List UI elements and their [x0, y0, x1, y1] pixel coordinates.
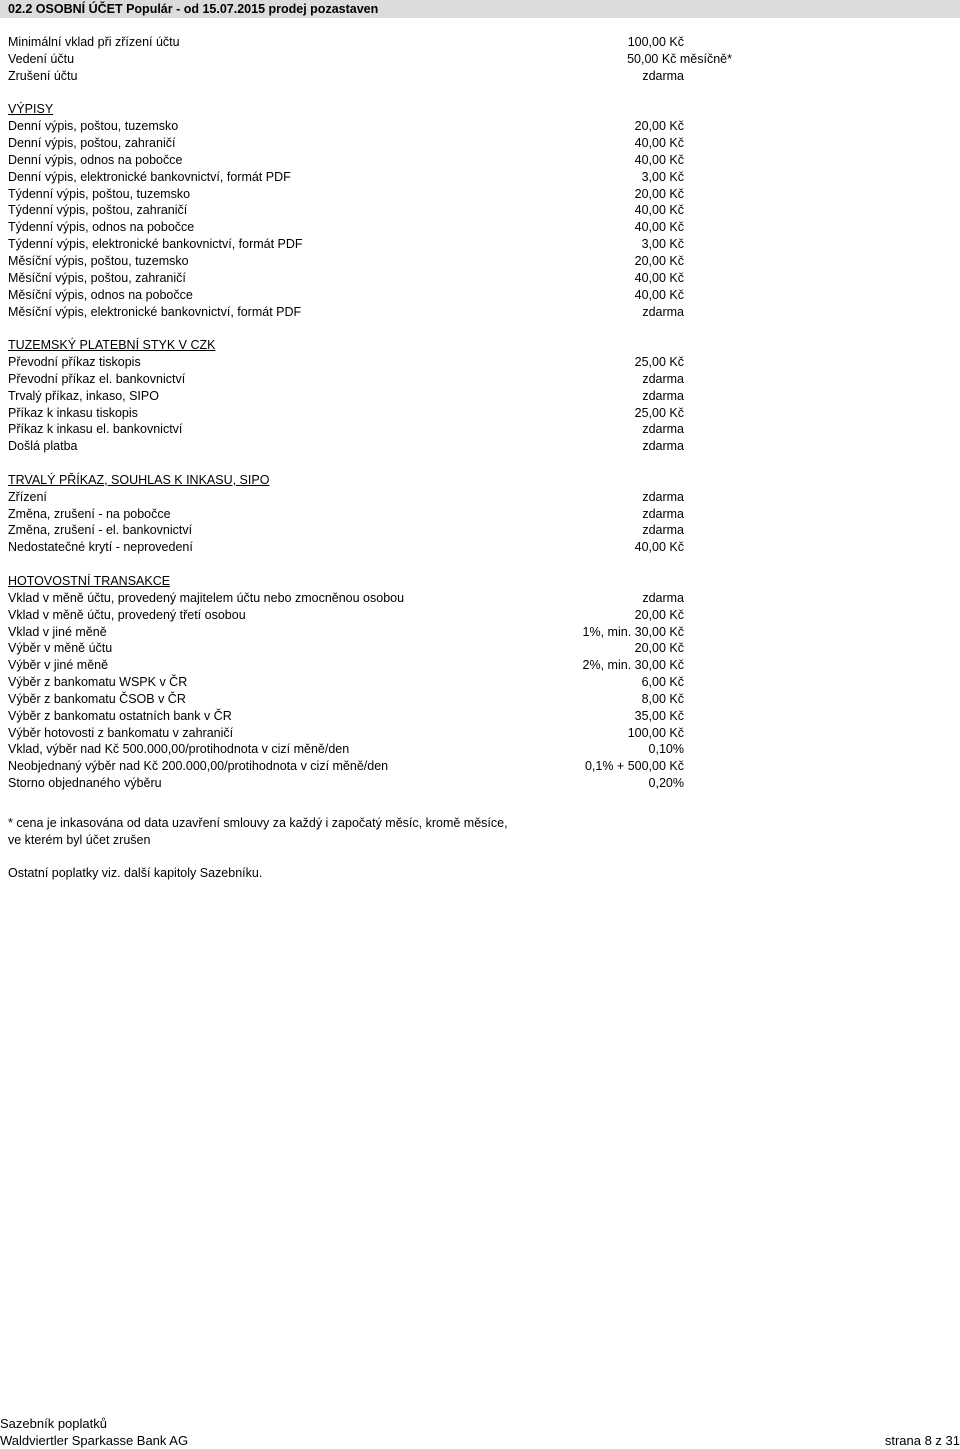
fee-row [8, 691, 960, 708]
fee-value: 25,00 Kč [634, 355, 684, 370]
general-fee-row [8, 34, 960, 51]
fee-value: 3,00 Kč [641, 169, 684, 184]
section-heading: TRVALÝ PŘÍKAZ, SOUHLAS K INKASU, SIPO [8, 472, 270, 487]
fee-label: Zrušení účtu [8, 68, 78, 83]
fee-row [8, 405, 960, 422]
fee-label: Došlá platba [8, 439, 78, 454]
fee-value: zdarma [642, 371, 684, 386]
fee-row [8, 674, 960, 691]
fee-label: Změna, zrušení - na pobočce [8, 506, 171, 521]
fee-label: Vedení účtu [8, 51, 75, 66]
footnote-line-2: ve kterém byl účet zrušen [8, 833, 151, 847]
fee-label: Nedostatečné krytí - neprovedení [8, 540, 193, 555]
fee-value: zdarma [642, 506, 684, 521]
fee-value: zdarma [642, 590, 684, 605]
fee-label: Storno objednaného výběru [8, 776, 162, 791]
section-spacer [8, 455, 960, 472]
general-fee-row [8, 51, 960, 68]
fee-value: 6,00 Kč [641, 675, 684, 690]
section-heading-row [8, 101, 960, 118]
fee-label: Výběr v měně účtu [8, 641, 113, 656]
fee-value: zdarma [642, 489, 684, 504]
fee-value: 100,00 Kč [627, 35, 684, 49]
fee-row [8, 118, 960, 135]
fee-label: Měsíční výpis, poštou, tuzemsko [8, 253, 189, 268]
fee-row [8, 775, 960, 792]
fee-value: 2%, min. 30,00 Kč [582, 658, 684, 673]
fee-row [8, 152, 960, 169]
fee-row [8, 607, 960, 624]
fee-row [8, 539, 960, 556]
section-spacer [8, 556, 960, 573]
fee-label: Vklad v jiné měně [8, 624, 107, 639]
fee-value: 8,00 Kč [641, 691, 684, 706]
footnote-line-1: * cena je inkasována od data uzavření smlouvy za každý i započatý měsíc, kromě měsíce, [8, 816, 508, 830]
fee-row [8, 236, 960, 253]
fee-value: 20,00 Kč [634, 607, 684, 622]
fee-label: Měsíční výpis, elektronické bankovnictví, formát PDF [8, 304, 302, 319]
fee-label: Trvalý příkaz, inkaso, SIPO [8, 388, 159, 403]
fee-value: 0,10% [648, 742, 684, 757]
fee-value: 20,00 Kč [634, 641, 684, 656]
fee-value: 20,00 Kč [634, 186, 684, 201]
fee-row [8, 522, 960, 539]
fee-row [8, 219, 960, 236]
fee-label: Výběr v jiné měně [8, 658, 109, 673]
fee-label: Týdenní výpis, elektronické bankovnictví, formát PDF [8, 237, 303, 252]
fee-label: Vklad v měně účtu, provedený majitelem účtu nebo zmocněnou osobou [8, 590, 405, 605]
other-fees-note: Ostatní poplatky viz. další kapitoly Sazebníku. [8, 866, 263, 880]
fee-value: zdarma [642, 422, 684, 437]
footer-page-number: strana 8 z 31 [884, 1433, 960, 1448]
fee-value: zdarma [642, 68, 684, 83]
section-spacer [8, 85, 960, 102]
fee-label: Minimální vklad při zřízení účtu [8, 35, 180, 49]
fee-value: zdarma [642, 523, 684, 538]
fee-label: Zřízení [8, 489, 47, 504]
fee-row [8, 287, 960, 304]
fee-value: 100,00 Kč [627, 725, 684, 740]
fee-label: Převodní příkaz el. bankovnictví [8, 371, 186, 386]
fee-label: Měsíční výpis, poštou, zahraničí [8, 270, 186, 285]
fee-row [8, 186, 960, 203]
fee-value: zdarma [642, 439, 684, 454]
fee-value: 20,00 Kč [634, 253, 684, 268]
section-heading-row [8, 337, 960, 354]
page-title: 02.2 OSOBNÍ ÚČET Populár - od 15.07.2015 prodej pozastaven [8, 2, 379, 16]
fee-value: 0,1% + 500,00 Kč [584, 759, 684, 774]
fee-row [8, 270, 960, 287]
section-heading-row [8, 472, 960, 489]
fee-row [8, 253, 960, 270]
section-heading: VÝPISY [8, 102, 54, 117]
section-heading: TUZEMSKÝ PLATEBNÍ STYK V CZK [8, 338, 216, 353]
fee-label: Vklad v měně účtu, provedený třetí osobou [8, 607, 246, 622]
fee-label: Týdenní výpis, odnos na pobočce [8, 220, 195, 235]
fee-value: 50,00 Kč měsíčně* [627, 51, 732, 66]
fee-label: Výběr hotovosti z bankomatu v zahraničí [8, 725, 234, 740]
fee-label: Výběr z bankomatu WSPK v ČR [8, 675, 188, 690]
fee-label: Denní výpis, odnos na pobočce [8, 152, 183, 167]
fee-label: Týdenní výpis, poštou, tuzemsko [8, 186, 191, 201]
fee-row [8, 725, 960, 742]
fee-value: 40,00 Kč [634, 136, 684, 151]
fee-label: Převodní příkaz tiskopis [8, 355, 141, 370]
fee-label: Výběr z bankomatu ostatních bank v ČR [8, 708, 232, 723]
fee-row [8, 421, 960, 438]
fee-value: 40,00 Kč [634, 203, 684, 218]
fee-row [8, 371, 960, 388]
fee-row [8, 354, 960, 371]
fee-row [8, 708, 960, 725]
fee-value: zdarma [642, 304, 684, 319]
fee-row [8, 169, 960, 186]
fee-value: 40,00 Kč [634, 220, 684, 235]
fee-label: Denní výpis, poštou, tuzemsko [8, 119, 179, 134]
fee-row [8, 506, 960, 523]
general-fee-row [8, 68, 960, 85]
fee-value: 40,00 Kč [634, 287, 684, 302]
fee-row [8, 135, 960, 152]
fee-label: Týdenní výpis, poštou, zahraničí [8, 203, 188, 218]
fee-label: Změna, zrušení - el. bankovnictví [8, 523, 193, 538]
fee-value: 25,00 Kč [634, 405, 684, 420]
fee-row [8, 438, 960, 455]
fee-label: Vklad, výběr nad Kč 500.000,00/protihodnota v cizí měně/den [8, 742, 350, 757]
fee-label: Příkaz k inkasu el. bankovnictví [8, 422, 183, 437]
fee-label: Měsíční výpis, odnos na pobočce [8, 287, 193, 302]
fee-value: 3,00 Kč [641, 237, 684, 252]
fee-label: Výběr z bankomatu ČSOB v ČR [8, 691, 186, 706]
section-heading-row [8, 573, 960, 590]
fee-label: Denní výpis, poštou, zahraničí [8, 136, 176, 151]
fee-value: 0,20% [648, 776, 684, 791]
fee-value: 40,00 Kč [634, 540, 684, 555]
fee-row [8, 590, 960, 607]
fee-label: Denní výpis, elektronické bankovnictví, formát PDF [8, 169, 291, 184]
fee-value: 40,00 Kč [634, 152, 684, 167]
fee-row [8, 624, 960, 641]
footer-doc-name: Sazebník poplatků [0, 1416, 107, 1431]
section-spacer [8, 320, 960, 337]
fee-value: 40,00 Kč [634, 270, 684, 285]
fee-label: Příkaz k inkasu tiskopis [8, 405, 138, 420]
fee-row [8, 741, 960, 758]
footer-bank-name: Waldviertler Sparkasse Bank AG [0, 1433, 189, 1448]
fee-row [8, 388, 960, 405]
title-bar [0, 0, 960, 18]
fee-table [8, 34, 960, 792]
fee-label: Neobjednaný výběr nad Kč 200.000,00/protihodnota v cizí měně/den [8, 759, 389, 774]
fee-row [8, 758, 960, 775]
fee-row [8, 640, 960, 657]
fee-value: 20,00 Kč [634, 119, 684, 134]
fee-value: 1%, min. 30,00 Kč [582, 624, 684, 639]
fee-value: 35,00 Kč [634, 708, 684, 723]
fee-row [8, 304, 960, 321]
section-heading: HOTOVOSTNÍ TRANSAKCE [8, 574, 171, 588]
fee-row [8, 489, 960, 506]
fee-row [8, 202, 960, 219]
fee-value: zdarma [642, 388, 684, 403]
fee-row [8, 657, 960, 674]
